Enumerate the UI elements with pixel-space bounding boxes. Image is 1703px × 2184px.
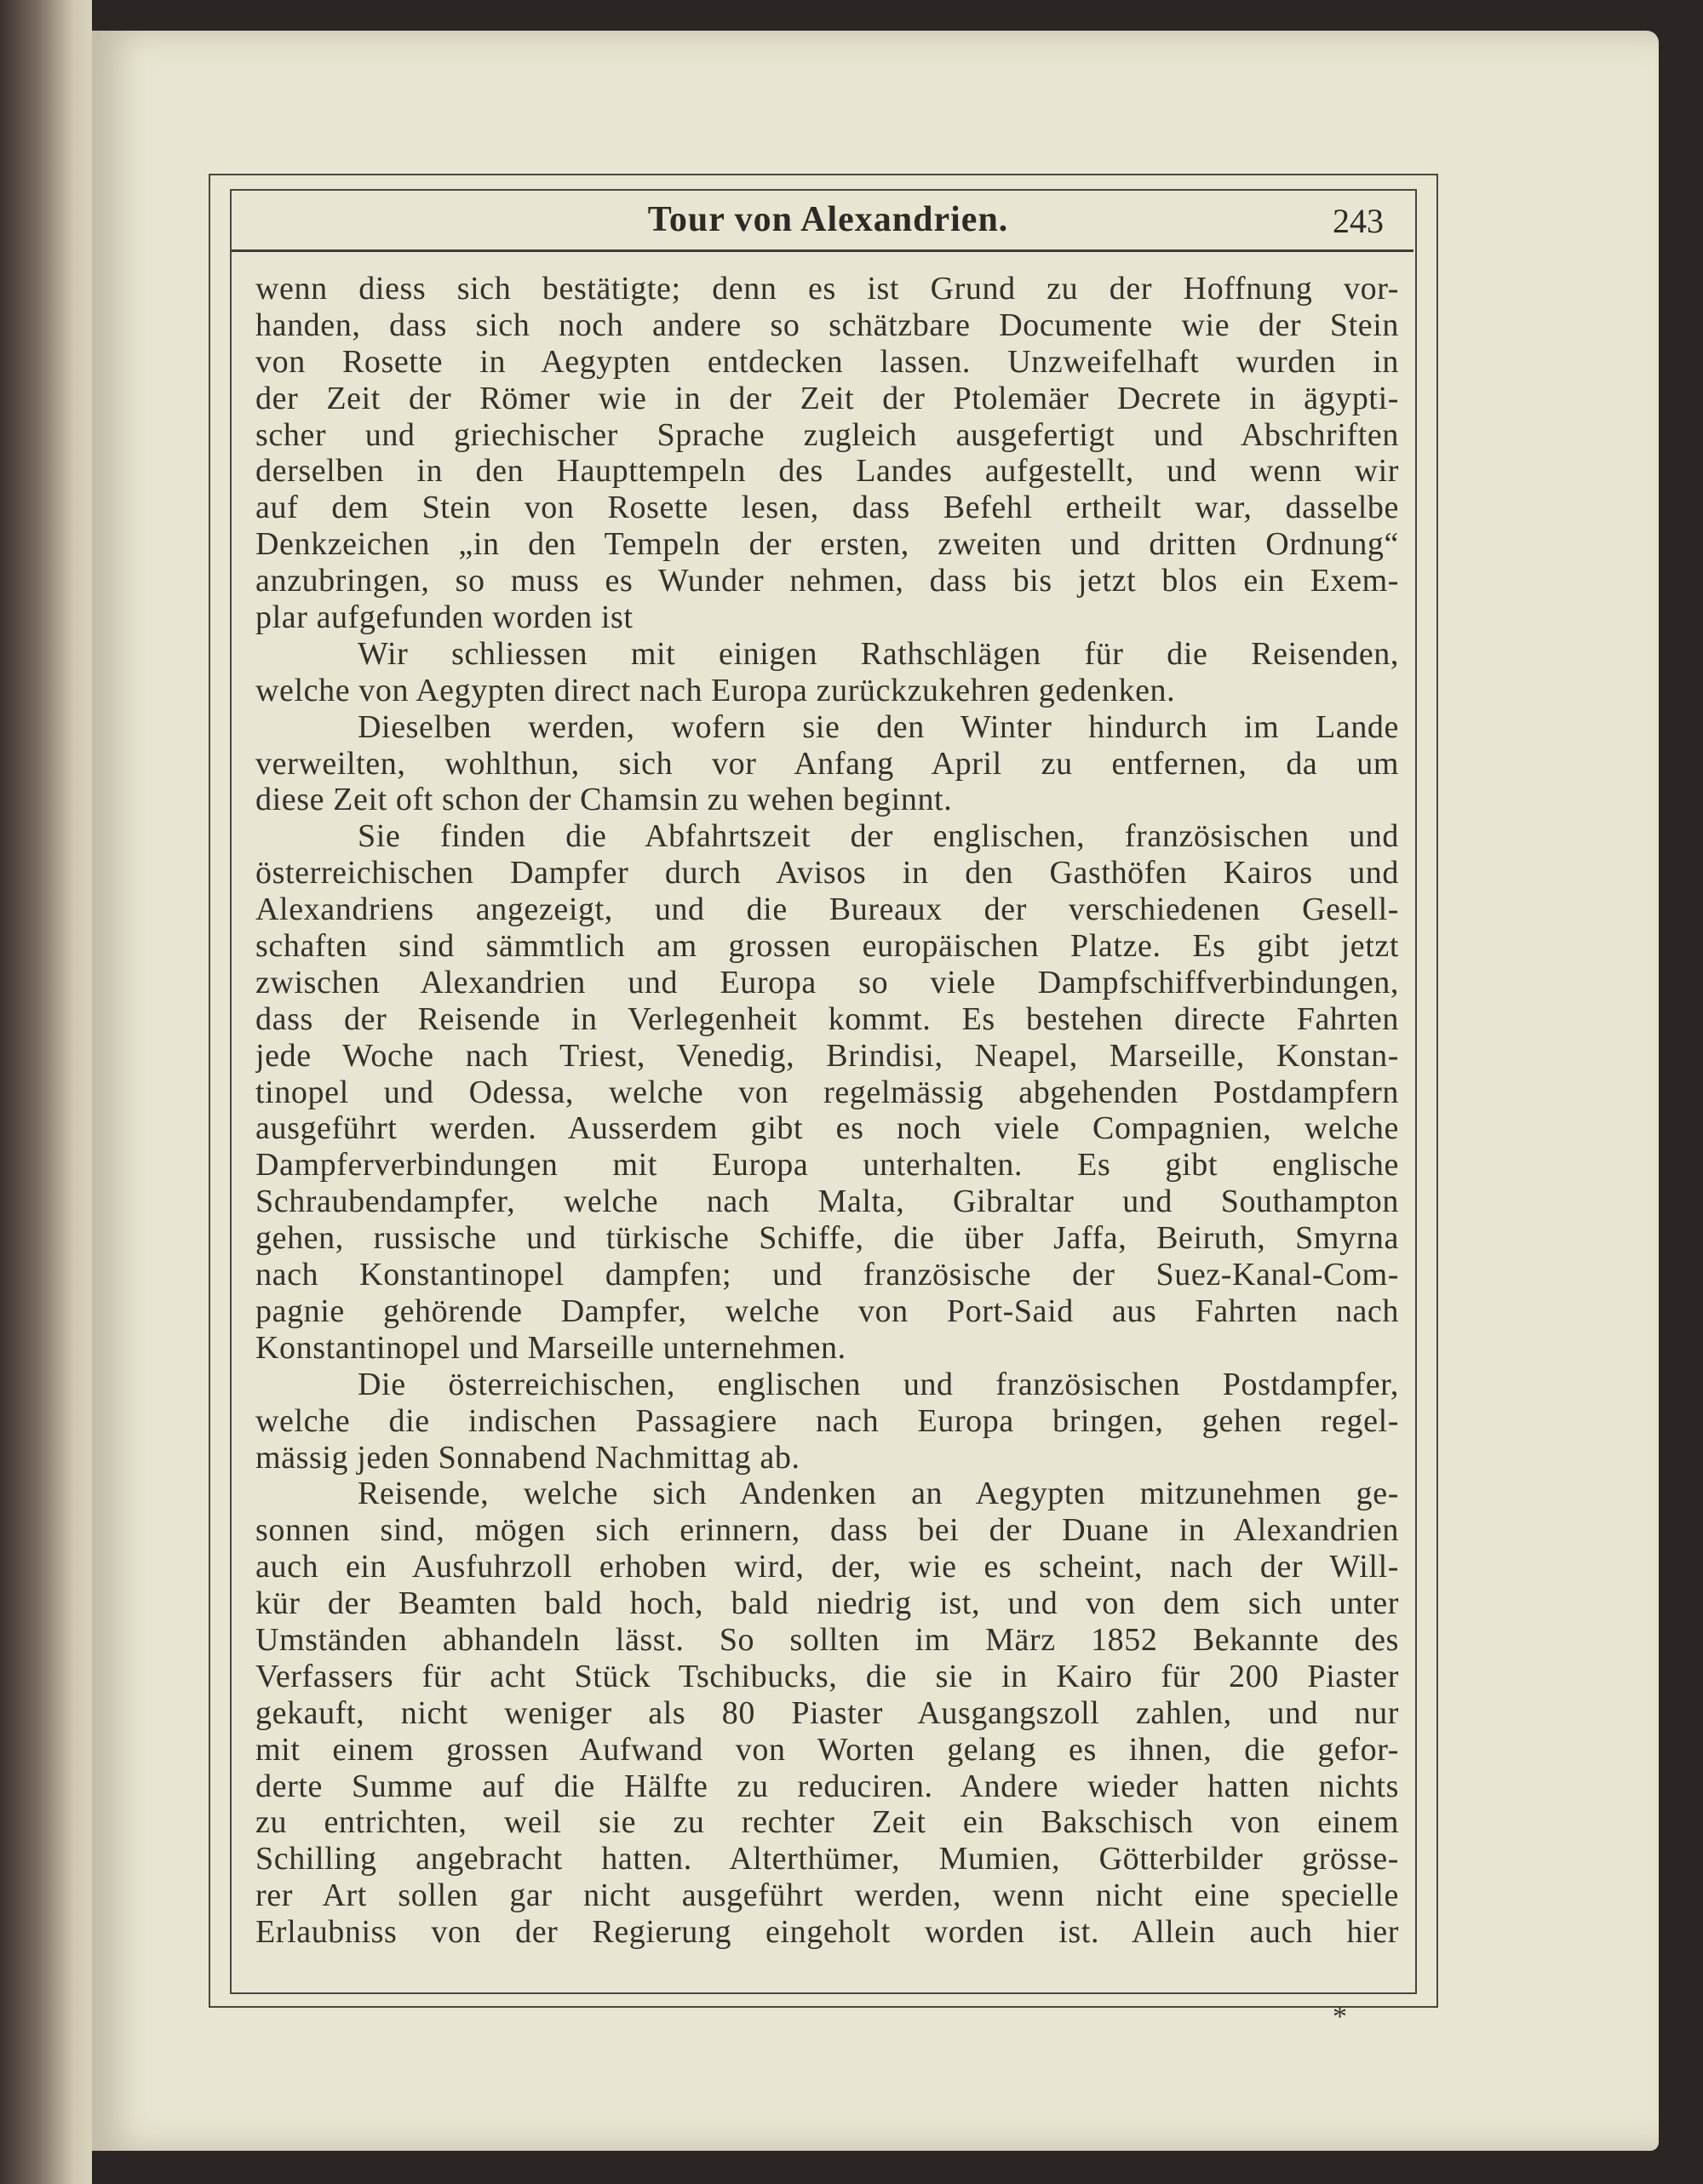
text-line: nach Konstantinopel dampfen; und französische der Suez-Kanal-Com-: [255, 1257, 1399, 1293]
text-line: handen, dass sich noch andere so schätzbare Documente wie der Stein: [255, 307, 1399, 343]
text-line: Schilling angebracht hatten. Alterthümer, Mumien, Götterbilder grösse-: [255, 1841, 1399, 1877]
text-line: mässig jeden Sonnabend Nachmittag ab.: [255, 1439, 800, 1476]
text-line: anzubringen, so muss es Wunder nehmen, dass bis jetzt blos ein Exem-: [255, 563, 1399, 599]
text-line: Die österreichischen, englischen und französischen Postdampfer,: [358, 1366, 1399, 1402]
body-text: [255, 271, 1399, 1951]
text-line: dass der Reisende in Verlegenheit kommt. Es bestehen directe Fahrten: [255, 1000, 1399, 1037]
text-line: der Zeit der Römer wie in der Zeit der Ptolemäer Decrete in ägypti-: [255, 380, 1399, 416]
text-line: zwischen Alexandrien und Europa so viele Dampfschiffverbindungen,: [255, 964, 1399, 1000]
text-line: Dampferverbindungen mit Europa unterhalten. Es gibt englische: [255, 1147, 1399, 1184]
text-line: auch ein Ausfuhrzoll erhoben wird, der, wie es scheint, nach der Will-: [255, 1549, 1399, 1585]
text-line: zu entrichten, weil sie zu rechter Zeit ein Bakschisch von einem: [255, 1804, 1399, 1841]
text-line: derselben in den Haupttempeln des Landes aufgestellt, und wenn wir: [255, 453, 1399, 490]
paragraph: [255, 1367, 1399, 1476]
text-line: Erlaubniss von der Regierung eingeholt worden ist. Allein auch hier: [255, 1914, 1399, 1951]
running-header: [255, 194, 1401, 242]
text-line: auf dem Stein von Rosette lesen, dass Befehl ertheilt war, dasselbe: [255, 490, 1399, 526]
signature-mark: *: [1333, 2001, 1347, 2032]
text-line: pagnie gehörende Dampfer, welche von Port-Said aus Fahrten nach: [255, 1293, 1399, 1329]
text-line: diese Zeit oft schon der Chamsin zu wehen beginnt.: [255, 782, 953, 818]
text-line: Umständen abhandeln lässt. So sollten im März 1852 Bekannte des: [255, 1621, 1399, 1658]
page-number: 243: [1333, 202, 1384, 240]
text-line: Verfassers für acht Stück Tschibucks, die sie in Kairo für 200 Piaster: [255, 1658, 1399, 1694]
text-line: Schraubendampfer, welche nach Malta, Gibraltar und Southampton: [255, 1184, 1399, 1220]
paragraph: [255, 1476, 1399, 1951]
text-line: plar aufgefunden worden ist: [255, 599, 634, 636]
book-binding: [0, 0, 92, 2184]
text-line: Wir schliessen mit einigen Rathschlägen für die Reisenden,: [358, 635, 1399, 672]
text-line: ausgeführt werden. Ausserdem gibt es noch viele Compagnien, welche: [255, 1110, 1399, 1147]
text-line: welche die indischen Passagiere nach Europa bringen, gehen regel-: [255, 1402, 1399, 1439]
header-rule: [232, 249, 1413, 252]
text-line: Dieselben werden, wofern sie den Winter hindurch im Lande: [358, 708, 1399, 745]
text-line: wenn diess sich bestätigte; denn es ist Grund zu der Hoffnung vor-: [255, 271, 1399, 307]
text-line: welche von Aegypten direct nach Europa zurückzukehren gedenken.: [255, 672, 1176, 708]
paragraph: [255, 271, 1399, 636]
text-line: gekauft, nicht weniger als 80 Piaster Ausgangszoll zahlen, und nur: [255, 1694, 1399, 1731]
text-line: von Rosette in Aegypten entdecken lassen. Unzweifelhaft wurden in: [255, 343, 1399, 380]
text-line: Reisende, welche sich Andenken an Aegypten mitzunehmen ge-: [358, 1476, 1399, 1512]
text-line: verweilten, wohlthun, sich vor Anfang April zu entfernen, da um: [255, 745, 1399, 782]
text-line: scher und griechischer Sprache zugleich ausgefertigt und Abschriften: [255, 416, 1399, 453]
text-line: mit einem grossen Aufwand von Worten gelang es ihnen, die gefor-: [255, 1731, 1399, 1768]
text-line: Denkzeichen „in den Tempeln der ersten, zweiten und dritten Ordnung“: [255, 526, 1399, 563]
text-line: tinopel und Odessa, welche von regelmässig abgehenden Postdampfern: [255, 1074, 1399, 1110]
text-line: österreichischen Dampfer durch Avisos in den Gasthöfen Kairos und: [255, 855, 1399, 891]
paragraph: [255, 709, 1399, 819]
text-line: Sie finden die Abfahrtszeit der englischen, französischen und: [358, 818, 1399, 855]
paragraph: [255, 636, 1399, 709]
text-line: gehen, russische und türkische Schiffe, die über Jaffa, Beiruth, Smyrna: [255, 1220, 1399, 1257]
text-line: Alexandriens angezeigt, und die Bureaux der verschiedenen Gesell-: [255, 891, 1399, 928]
text-line: rer Art sollen gar nicht ausgeführt werden, wenn nicht eine specielle: [255, 1877, 1399, 1914]
paragraph: [255, 818, 1399, 1366]
text-line: schaften sind sämmtlich am grossen europäischen Platze. Es gibt jetzt: [255, 928, 1399, 965]
text-line: sonnen sind, mögen sich erinnern, dass bei der Duane in Alexandrien: [255, 1512, 1399, 1549]
text-line: kür der Beamten bald hoch, bald niedrig ist, und von dem sich unter: [255, 1585, 1399, 1622]
text-line: Konstantinopel und Marseille unternehmen.: [255, 1329, 846, 1366]
running-title: Tour von Alexandrien.: [647, 200, 1009, 239]
text-line: jede Woche nach Triest, Venedig, Brindisi, Neapel, Marseille, Konstan-: [255, 1037, 1399, 1074]
text-line: derte Summe auf die Hälfte zu reduciren. Andere wieder hatten nichts: [255, 1768, 1399, 1804]
